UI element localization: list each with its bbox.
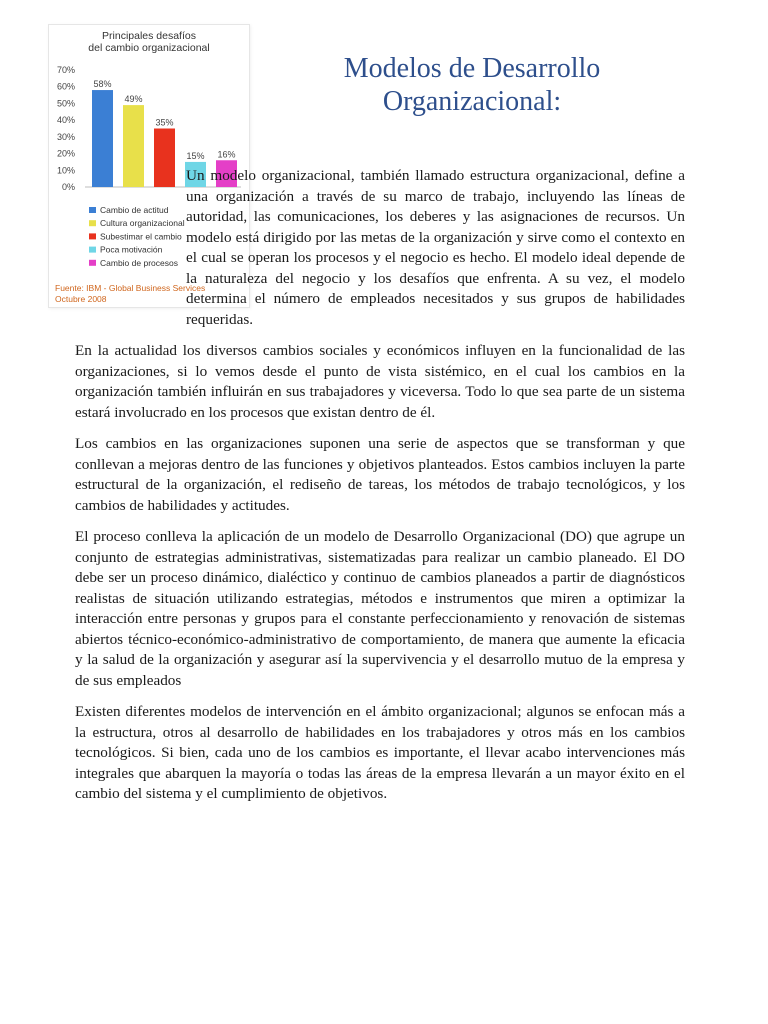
legend-label: Cambio de procesos: [100, 257, 178, 268]
paragraph-3: Los cambios en las organizaciones suponen una serie de aspectos que se transforman y que conllevan a mejoras dentro de las funciones y objetivos planteados. Estos cambios incluyen la parte estructural de la organización, el rediseño de tareas, los métodos de trabajo tecnológicos, y los cambios de habilidades y actitudes.: [75, 435, 685, 514]
y-tick-label: 30%: [56, 131, 75, 142]
y-tick-label: 60%: [56, 81, 75, 92]
bar-value-label: 15%: [186, 150, 205, 161]
bar-value-label: 49%: [124, 94, 143, 105]
bar-value-label: 35%: [155, 117, 174, 128]
legend-label: Poca motivación: [100, 244, 163, 255]
bar-value-label: 58%: [93, 79, 112, 90]
chart-title-line1: Principales desafíos: [102, 30, 196, 42]
legend-label: Cambio de actitud: [100, 205, 169, 215]
paragraph-1: Un modelo organizacional, también llamado estructura organizacional, define a una organización a través de su marco de trabajo, incluyendo las líneas de autoridad, las comunicaciones, los deberes y las asignaciones de recursos. Un modelo está dirigido por las metas de la organización y sirve como el contexto en el cual se operan los procesos y el negocio es hecho. El modelo ideal depende de la naturaleza del negocio y los desafíos que enfrenta. A su vez, el modelo determina el número de empleados necesitados y sus grupos de habilidades requeridas.: [186, 167, 685, 328]
y-tick-label: 70%: [56, 65, 75, 75]
y-tick-label: 40%: [56, 115, 75, 126]
paragraph-2: En la actualidad los diversos cambios sociales y económicos influyen en la funcionalidad de las organizaciones, si lo vemos desde el punto de vista sistémico, en el cual los cambios en la organización también influirán en sus trabajadores y viceversa. Todo lo que sea parte de un sistema estará involucrado en los procesos que existan dentro de él.: [75, 342, 685, 421]
figure-spacer: [0, 166, 186, 318]
page-title: [312, 52, 632, 118]
paragraph-4: El proceso conlleva la aplicación de un modelo de Desarrollo Organizacional (DO) que agrupe un conjunto de estrategias administrativas, sistematizadas para realizar un cambio planeado. El DO debe ser un proceso dinámico, dialéctico y continuo de cambios planeados a partir de diagnósticos realistas de situación utilizando estrategias, métodos e instrumentos que miren a optimizar la interacción entre personas y grupos para el constante perfeccionamiento y renovación de sistemas abiertos técnico-económico-administrativo de comportamiento, de manera que aumente la eficacia y la salud de la organización y asegurar así la supervivencia y el desarrollo mutuo de la empresa y de sus empleados: [75, 528, 685, 689]
y-tick-label: 20%: [56, 148, 75, 159]
paragraph-5: Existen diferentes modelos de intervención en el ámbito organizacional; algunos se enfocan más a la estructura, otros al desarrollo de habilidades en los trabajadores y otros más en los cambios tecnológicos. Si bien, cada uno de los cambios es importante, el llevar acabo intervenciones más integrales que abarquen la mayoría o todas las áreas de la empresa llevarán a un mayor éxito en el cambio del sistema y el cumplimiento de objetivos.: [75, 703, 685, 802]
y-tick-label: 0%: [61, 182, 75, 192]
y-tick-label: 50%: [56, 98, 75, 109]
body-text: [75, 166, 685, 816]
legend-label: Subestimar el cambio: [100, 231, 182, 242]
legend-label: Cultura organizacional: [100, 218, 185, 229]
page-title-line2: Organizacional:: [382, 86, 562, 117]
chart-source-line2: Octubre 2008: [55, 294, 107, 304]
chart-title-line2: del cambio organizacional: [88, 42, 210, 54]
page-title-line1: Modelos de Desarrollo: [343, 53, 601, 84]
chart-source-line1: Fuente: IBM - Global Business Services: [55, 283, 206, 293]
bar-value-label: 16%: [217, 149, 236, 160]
y-tick-label: 10%: [56, 165, 75, 176]
